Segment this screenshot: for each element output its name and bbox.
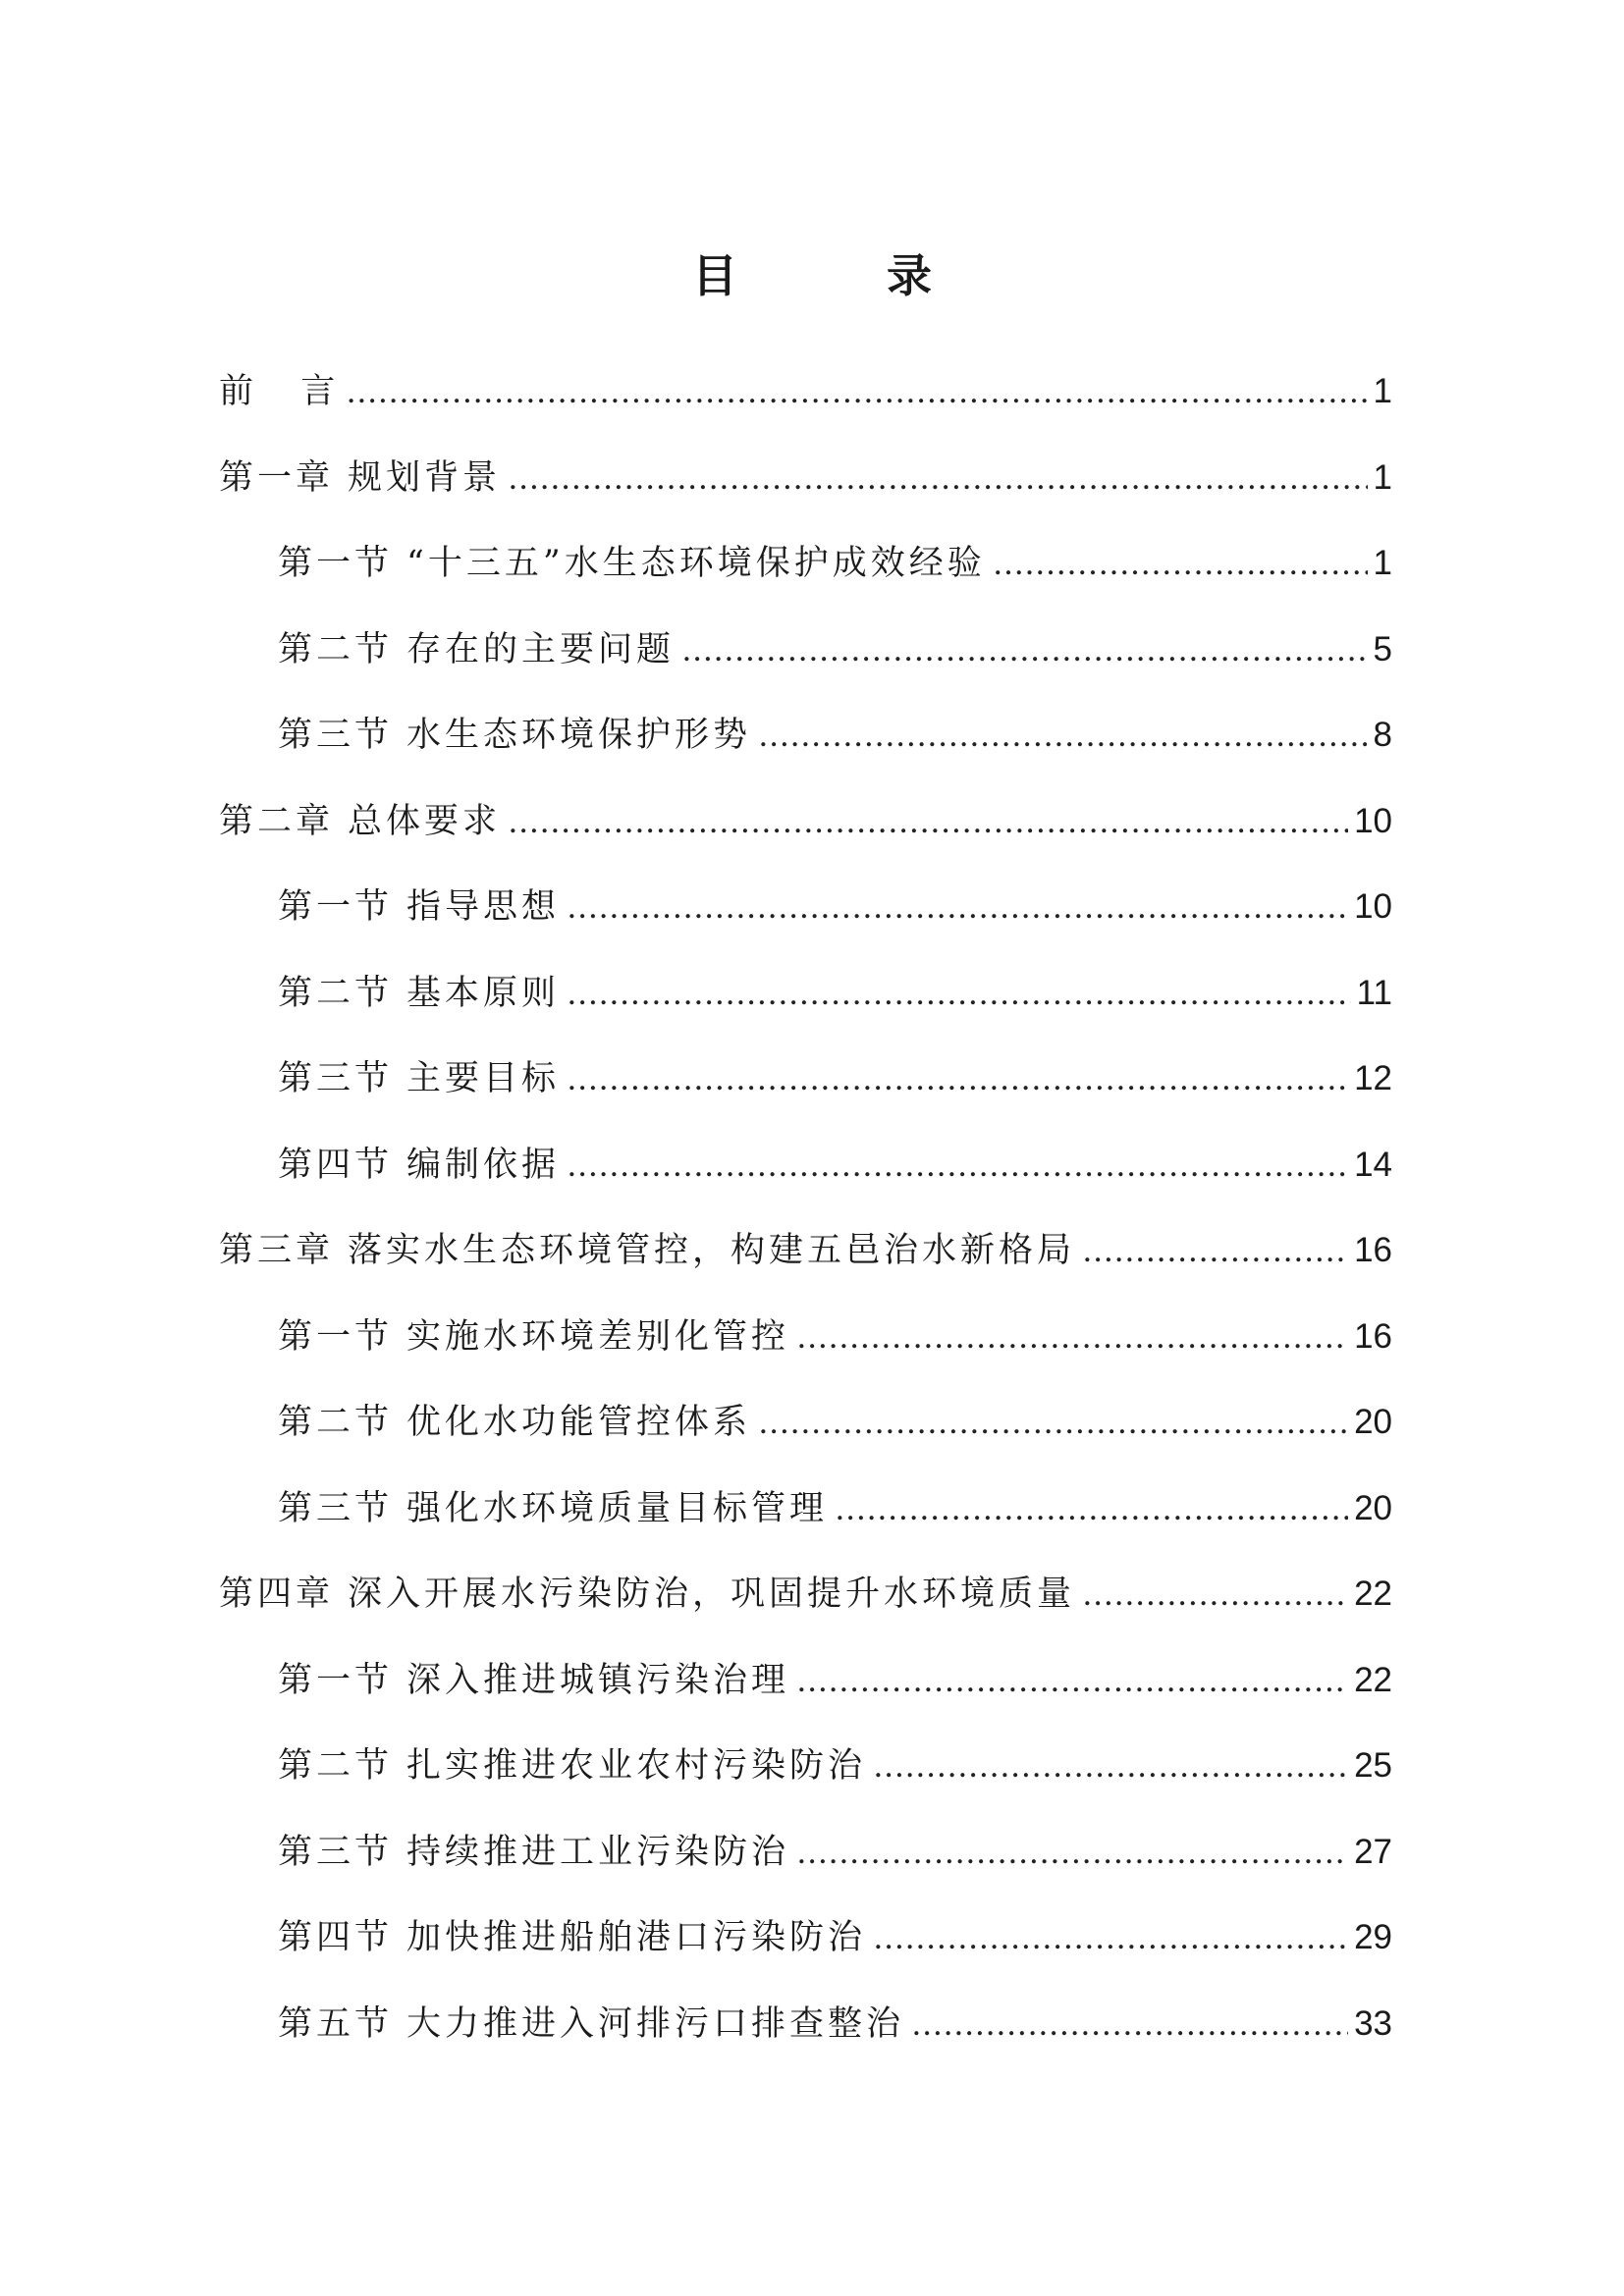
toc-entry-text (219, 1569, 1075, 1620)
toc-entry-text (278, 1827, 789, 1878)
toc-section-entry[interactable] (219, 624, 1392, 711)
toc-section-entry[interactable] (219, 1140, 1392, 1226)
toc-section-entry[interactable] (219, 1397, 1392, 1483)
toc-section-entry[interactable] (219, 1483, 1392, 1570)
toc-entry-label: 第二章 (219, 801, 335, 841)
toc-page-number: 10 (1354, 801, 1392, 840)
toc-entry-title: 深入开展水污染防治，巩固提升水环境质量 (348, 1575, 1076, 1614)
toc-chapter-entry[interactable] (219, 1225, 1392, 1311)
toc-chapter-entry[interactable] (219, 366, 1392, 453)
toc-section-entry[interactable] (219, 881, 1392, 968)
toc-page-number: 12 (1354, 1059, 1392, 1097)
toc-entry-text (278, 1999, 904, 2050)
toc-page-number: 27 (1354, 1832, 1392, 1871)
toc-entry-label: 第三章 (219, 1231, 335, 1270)
toc-page-number: 29 (1354, 1918, 1392, 1956)
toc-page-number: 33 (1354, 2003, 1392, 2043)
toc-page-number: 16 (1354, 1316, 1392, 1356)
toc-entry-label: 第四节 (278, 1918, 394, 1957)
toc-entry-title: 大力推进入河排污口排查整治 (406, 2003, 905, 2044)
toc-entry-label: 第二节 (278, 1746, 394, 1786)
toc-leader-dots (509, 796, 1348, 847)
toc-page-number: 8 (1373, 716, 1392, 754)
toc-entry-title: 实施水环境差别化管控 (406, 1316, 790, 1357)
toc-entry-label: 第四章 (219, 1575, 335, 1614)
toc-chapter-entry[interactable] (219, 796, 1392, 882)
toc-entry-label: 第一节 (278, 887, 394, 927)
toc-leader-dots (759, 1397, 1348, 1448)
toc-section-entry[interactable] (219, 1655, 1392, 1741)
table-of-contents (219, 366, 1392, 2084)
toc-section-entry[interactable] (219, 1311, 1392, 1398)
toc-page-number: 5 (1373, 629, 1392, 668)
toc-leader-dots (759, 710, 1368, 761)
page-title: 目 录 (691, 248, 972, 302)
toc-section-entry[interactable] (219, 1999, 1392, 2085)
toc-entry-title: 持续推进工业污染防治 (406, 1832, 790, 1872)
toc-entry-label: 第二节 (278, 1403, 394, 1442)
toc-entry-title: 主要目标 (406, 1059, 561, 1098)
toc-leader-dots (568, 1053, 1348, 1104)
toc-leader-dots (509, 453, 1368, 504)
toc-entry-title: 规划背景 (348, 457, 502, 498)
toc-leader-dots (994, 538, 1368, 589)
toc-entry-text (278, 968, 560, 1019)
toc-entry-label: 第三节 (278, 1832, 394, 1872)
toc-page-number: 10 (1354, 887, 1392, 926)
toc-leader-dots (568, 1140, 1348, 1191)
toc-leader-dots (1083, 1225, 1348, 1276)
toc-entry-title: 指导思想 (406, 887, 561, 927)
toc-page-number: 1 (1373, 544, 1392, 582)
toc-page-number: 11 (1356, 973, 1392, 1012)
toc-page-number: 14 (1354, 1145, 1392, 1184)
toc-entry-label: 前 (219, 372, 258, 411)
toc-page-number: 20 (1354, 1488, 1392, 1527)
toc-entry-title: 加快推进船舶港口污染防治 (406, 1918, 867, 1957)
toc-entry-title: 落实水生态环境管控，构建五邑治水新格局 (348, 1231, 1076, 1270)
toc-entry-text (219, 1225, 1075, 1276)
toc-chapter-entry[interactable] (219, 453, 1392, 539)
toc-entry-text (278, 538, 986, 589)
toc-entry-text (219, 453, 501, 504)
toc-entry-label: 第五节 (278, 2003, 394, 2044)
toc-leader-dots (1083, 1569, 1348, 1620)
toc-entry-text (278, 1740, 866, 1791)
toc-leader-dots (568, 968, 1351, 1019)
toc-section-entry[interactable] (219, 538, 1392, 624)
toc-entry-text (278, 1912, 866, 1963)
toc-entry-title: 基本原则 (406, 973, 561, 1013)
toc-page-number: 20 (1354, 1403, 1392, 1441)
toc-leader-dots (568, 881, 1348, 933)
toc-entry-label: 第一节 (278, 1660, 394, 1700)
toc-entry-text (278, 1483, 828, 1534)
toc-entry-text (278, 710, 751, 761)
toc-section-entry[interactable] (219, 1053, 1392, 1140)
toc-entry-title: 总体要求 (348, 801, 502, 841)
toc-entry-label: 第二节 (278, 973, 394, 1013)
toc-section-entry[interactable] (219, 1740, 1392, 1827)
toc-page-number: 22 (1354, 1575, 1392, 1613)
toc-entry-text (278, 1397, 751, 1448)
toc-entry-title: 深入推进城镇污染治理 (406, 1660, 790, 1700)
toc-leader-dots (874, 1912, 1348, 1963)
toc-chapter-entry[interactable] (219, 1569, 1392, 1655)
toc-entry-label: 第三节 (278, 1488, 394, 1528)
toc-page-number: 16 (1354, 1231, 1392, 1269)
toc-entry-title: 编制依据 (406, 1145, 561, 1185)
toc-entry-text (278, 1053, 560, 1104)
toc-entry-title: 优化水功能管控体系 (406, 1403, 752, 1442)
toc-section-entry[interactable] (219, 710, 1392, 796)
toc-section-entry[interactable] (219, 1912, 1392, 1999)
toc-entry-label: 第四节 (278, 1145, 394, 1185)
toc-entry-text (278, 1140, 560, 1191)
toc-section-entry[interactable] (219, 1827, 1392, 1913)
toc-leader-dots (874, 1740, 1348, 1791)
toc-entry-title: 言 (271, 372, 340, 411)
toc-entry-text (219, 366, 339, 417)
toc-entry-label: 第三节 (278, 716, 394, 755)
toc-entry-label: 第一节 (278, 1316, 394, 1357)
toc-entry-text (219, 796, 501, 847)
toc-entry-title: 水生态环境保护形势 (406, 716, 752, 755)
toc-entry-title: 扎实推进农业农村污染防治 (406, 1746, 867, 1786)
toc-page-number: 22 (1354, 1660, 1392, 1699)
toc-section-entry[interactable] (219, 968, 1392, 1054)
toc-entry-text (278, 1655, 789, 1706)
toc-leader-dots (912, 1999, 1348, 2050)
toc-leader-dots (836, 1483, 1348, 1534)
toc-leader-dots (797, 1827, 1348, 1878)
toc-page-number: 25 (1354, 1746, 1392, 1785)
toc-entry-title: 存在的主要问题 (406, 629, 676, 669)
toc-entry-label: 第一章 (219, 457, 335, 498)
toc-entry-title: 强化水环境质量目标管理 (406, 1488, 829, 1528)
toc-entry-title: “十三五”水生态环境保护成效经验 (406, 544, 986, 583)
toc-entry-label: 第三节 (278, 1059, 394, 1098)
toc-page-number: 1 (1373, 457, 1392, 497)
toc-entry-text (278, 624, 675, 675)
toc-leader-dots (682, 624, 1368, 675)
toc-entry-label: 第二节 (278, 629, 394, 669)
toc-leader-dots (797, 1655, 1348, 1706)
toc-entry-text (278, 1311, 789, 1362)
toc-entry-label: 第一节 (278, 544, 394, 583)
toc-leader-dots (347, 366, 1367, 417)
toc-leader-dots (797, 1311, 1348, 1362)
toc-entry-text (278, 881, 560, 933)
toc-page-number: 1 (1373, 372, 1392, 410)
